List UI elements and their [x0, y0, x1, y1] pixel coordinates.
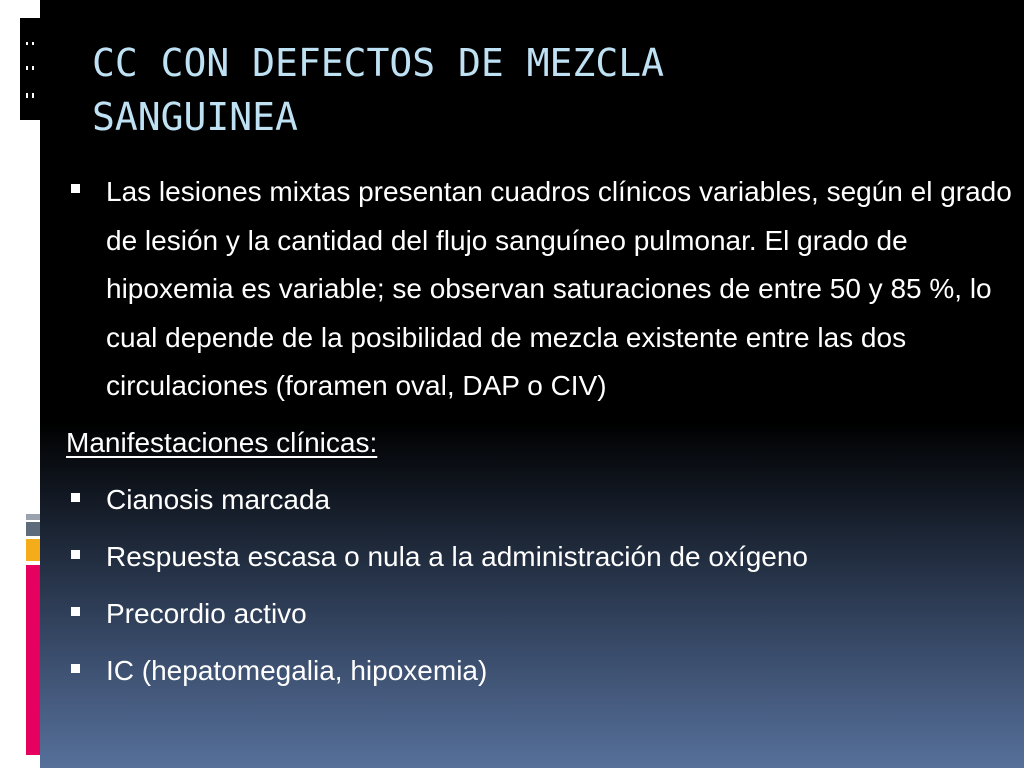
list-item	[66, 647, 1016, 695]
list-item	[66, 590, 1016, 638]
section-heading: Manifestaciones clínicas:	[66, 426, 378, 458]
square-bullet-icon	[71, 607, 80, 616]
accent-bar-group	[26, 514, 40, 755]
slide-body	[66, 168, 1016, 695]
list-item	[66, 533, 1016, 581]
list-item-text: Precordio activo	[106, 597, 307, 629]
intro-bullet-item	[66, 168, 1016, 411]
accent-bar	[26, 539, 40, 561]
list-item-text: Respuesta escasa o nula a la administración de oxígeno	[106, 540, 808, 572]
list-item	[66, 476, 1016, 524]
top-bar-group	[20, 18, 40, 120]
square-bullet-icon	[71, 550, 80, 559]
intro-paragraph: Las lesiones mixtas presentan cuadros clínicos variables, según el grado de lesión y la cantidad del flujo sanguíneo pulmonar. El grado de hipoxemia es variable; se observan saturaciones de entre 50 y 85 %, lo cual depende de la posibilidad de mezcla existente entre las dos circulaciones (foramen oval, DAP o CIV)	[106, 176, 1012, 401]
accent-bar	[26, 514, 40, 520]
list-item-text: Cianosis marcada	[106, 483, 331, 515]
accent-bar	[26, 522, 40, 536]
top-bar	[20, 18, 26, 120]
square-bullet-icon	[71, 184, 80, 193]
slide-title: CC CON DEFECTOS DE MEZCLA SANGUINEA	[92, 41, 664, 139]
square-bullet-icon	[71, 493, 80, 502]
top-bar	[28, 18, 32, 120]
decorative-bars	[20, 0, 40, 768]
square-bullet-icon	[71, 664, 80, 673]
accent-bar	[26, 565, 40, 755]
list-item-text: IC (hepatomegalia, hipoxemia)	[106, 654, 488, 686]
